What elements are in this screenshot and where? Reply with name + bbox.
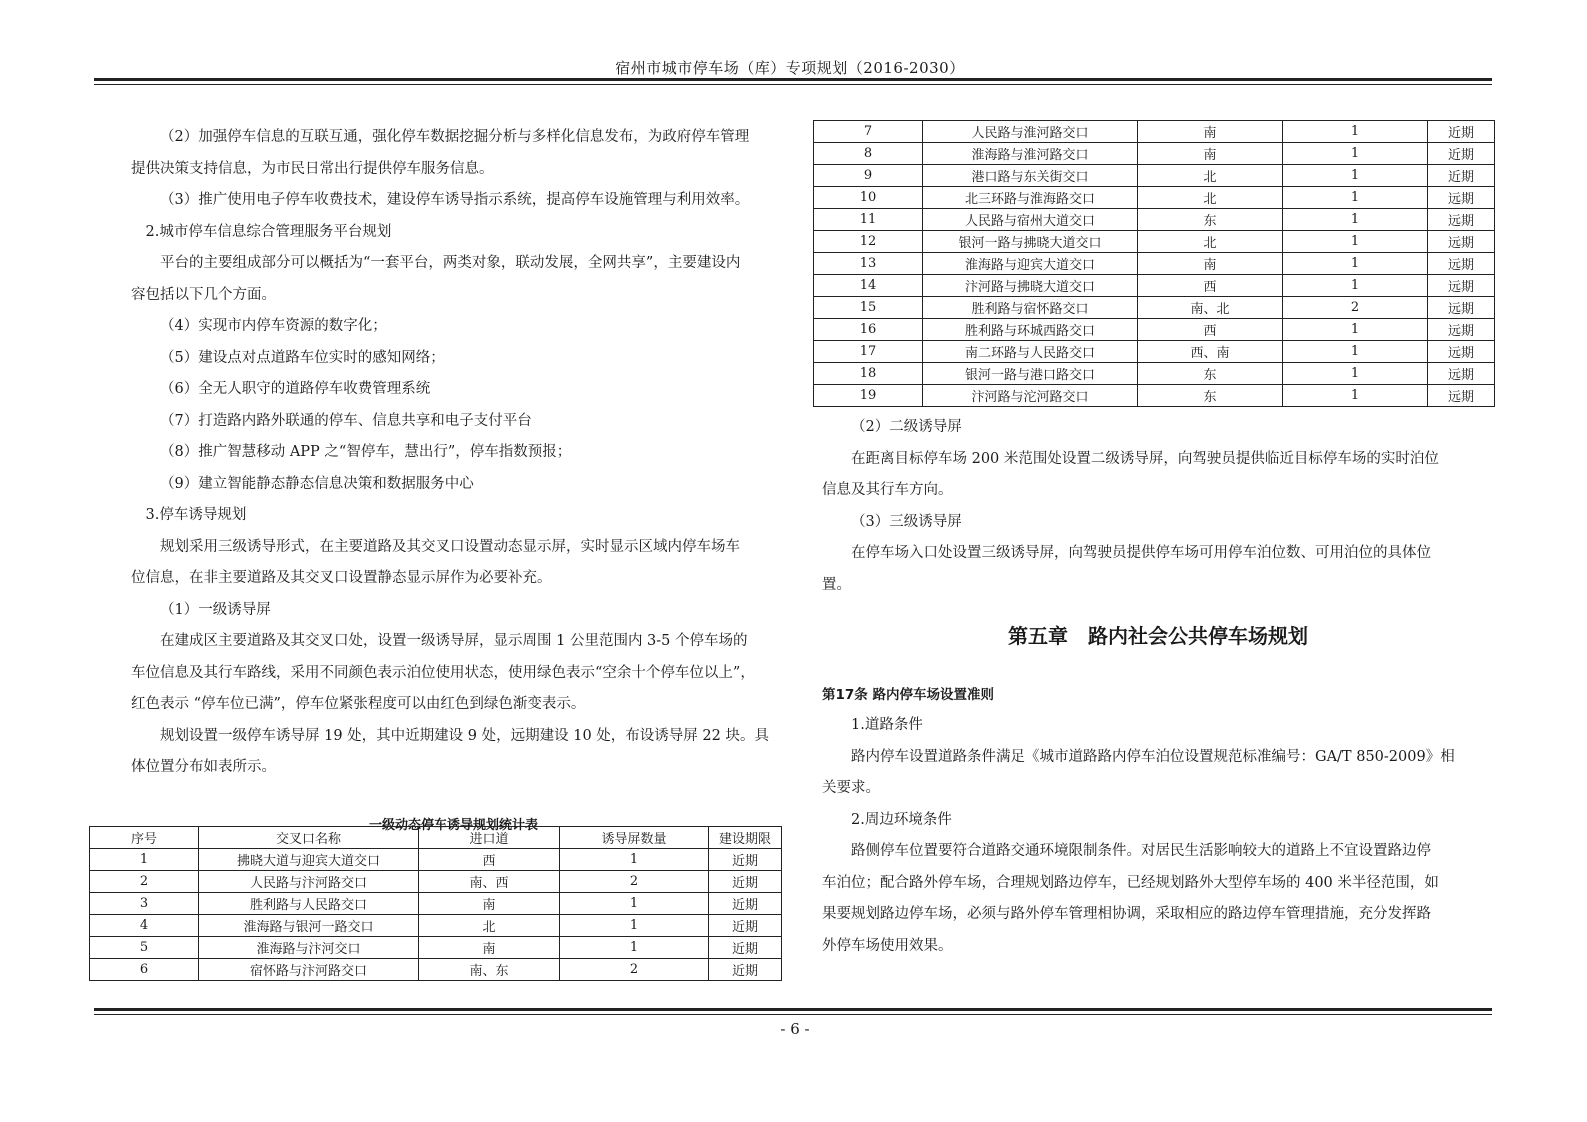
cell-index: 4 xyxy=(90,915,199,937)
cell-screen-count: 1 xyxy=(1283,187,1428,209)
table-row xyxy=(814,187,1495,209)
paragraph-line: 3.停车诱导规划 xyxy=(145,507,247,523)
paragraph-line: （6）全无人职守的道路停车收费管理系统 xyxy=(160,381,431,397)
paragraph-line: 提供决策支持信息，为市民日常出行提供停车服务信息。 xyxy=(131,160,494,177)
cell-approach: 北 xyxy=(419,915,560,937)
table-caption: 一级动态停车诱导规划统计表 xyxy=(368,818,538,833)
cell-intersection: 人民路与汴河路交口 xyxy=(199,871,419,893)
paragraph-line: 规划设置一级停车诱导屏 19 处，其中近期建设 9 处，远期建设 10 处，布设诱导屏 22 块。具 xyxy=(160,727,769,744)
cell-phase: 远期 xyxy=(1428,385,1495,407)
cell-approach: 南 xyxy=(1138,253,1283,275)
cell-approach: 东 xyxy=(1138,363,1283,385)
paragraph-line: 车位信息及其行车路线，采用不同颜色表示泊位使用状态，使用绿色表示“空余十个停车位以上”， xyxy=(131,664,755,681)
cell-index: 11 xyxy=(814,209,923,231)
paragraph-line: 在建成区主要道路及其交叉口处，设置一级诱导屏，显示周围 1 公里范围内 3-5 个停车场的 xyxy=(160,633,748,649)
cell-index: 10 xyxy=(814,187,923,209)
cell-phase: 近期 xyxy=(1428,121,1495,143)
cell-intersection: 宿怀路与汴河路交口 xyxy=(199,959,419,981)
header-rule-thick xyxy=(94,78,1492,81)
col-header-phase: 建设期限 xyxy=(709,827,782,849)
guidance-table-part1 xyxy=(89,826,782,981)
cell-phase: 近期 xyxy=(709,959,782,981)
paragraph-line: 关要求。 xyxy=(822,780,880,796)
paragraph-line: （9）建立智能静态静态信息决策和数据服务中心 xyxy=(160,475,474,492)
cell-index: 2 xyxy=(90,871,199,893)
cell-intersection: 淮海路与汴河交口 xyxy=(199,937,419,959)
cell-screen-count: 1 xyxy=(560,893,709,915)
cell-approach: 北 xyxy=(1138,187,1283,209)
cell-index: 8 xyxy=(814,143,923,165)
cell-index: 6 xyxy=(90,959,199,981)
cell-intersection: 汴河路与拂晓大道交口 xyxy=(923,275,1138,297)
cell-phase: 远期 xyxy=(1428,231,1495,253)
cell-intersection: 胜利路与人民路交口 xyxy=(199,893,419,915)
cell-approach: 南 xyxy=(1138,143,1283,165)
cell-phase: 远期 xyxy=(1428,187,1495,209)
cell-index: 3 xyxy=(90,893,199,915)
paragraph-line: 置。 xyxy=(822,576,851,593)
right-column-b xyxy=(822,710,1494,962)
table-row xyxy=(90,937,782,959)
cell-screen-count: 1 xyxy=(1283,165,1428,187)
cell-intersection: 汴河路与沱河路交口 xyxy=(923,385,1138,407)
page-header-title: 宿州市城市停车场（库）专项规划（2016-2030） xyxy=(615,59,965,77)
table-row xyxy=(90,849,782,871)
table-row xyxy=(814,341,1495,363)
table-row xyxy=(90,871,782,893)
cell-phase: 近期 xyxy=(709,937,782,959)
footer-rule-thin xyxy=(94,1014,1492,1015)
cell-phase: 近期 xyxy=(709,849,782,871)
cell-intersection: 淮海路与迎宾大道交口 xyxy=(923,253,1138,275)
col-header-screen-count: 诱导屏数量 xyxy=(560,827,709,849)
cell-phase: 近期 xyxy=(709,915,782,937)
paragraph-line: 外停车场使用效果。 xyxy=(822,937,953,954)
cell-approach: 南、北 xyxy=(1138,297,1283,319)
table-row xyxy=(814,165,1495,187)
cell-approach: 南 xyxy=(1138,121,1283,143)
cell-intersection: 南二环路与人民路交口 xyxy=(923,341,1138,363)
paragraph-line: 路内停车设置道路条件满足《城市道路路内停车泊位设置规范标准编号：GA/T 850-2009》相 xyxy=(851,748,1455,765)
cell-approach: 西 xyxy=(419,849,560,871)
cell-intersection: 北三环路与淮海路交口 xyxy=(923,187,1138,209)
paragraph-line: 平台的主要组成部分可以概括为“一套平台，两类对象，联动发展，全网共享”，主要建设内 xyxy=(160,255,741,271)
guidance-table-part2 xyxy=(813,120,1495,407)
table-row xyxy=(814,209,1495,231)
paragraph-line: （5）建设点对点道路车位实时的感知网络； xyxy=(160,349,445,366)
cell-index: 18 xyxy=(814,363,923,385)
cell-index: 17 xyxy=(814,341,923,363)
left-column xyxy=(131,122,776,784)
table-row xyxy=(90,893,782,915)
cell-screen-count: 1 xyxy=(1283,231,1428,253)
cell-phase: 远期 xyxy=(1428,319,1495,341)
table-row xyxy=(814,121,1495,143)
table-row xyxy=(814,253,1495,275)
paragraph-line: （3）推广使用电子停车收费技术，建设停车诱导指示系统，提高停车设施管理与利用效率。 xyxy=(160,192,750,208)
paragraph-line: 果要规划路边停车场，必须与路外停车管理相协调，采取相应的路边停车管理措施，充分发挥路 xyxy=(822,906,1431,922)
cell-screen-count: 1 xyxy=(1283,319,1428,341)
footer-rule-thick xyxy=(94,1008,1492,1011)
cell-screen-count: 1 xyxy=(1283,253,1428,275)
cell-index: 19 xyxy=(814,385,923,407)
cell-approach: 东 xyxy=(1138,385,1283,407)
paragraph-line: 2.周边环境条件 xyxy=(851,811,952,828)
cell-screen-count: 1 xyxy=(560,937,709,959)
cell-approach: 北 xyxy=(1138,165,1283,187)
cell-intersection: 淮海路与银河一路交口 xyxy=(199,915,419,937)
cell-screen-count: 2 xyxy=(560,871,709,893)
cell-screen-count: 1 xyxy=(1283,275,1428,297)
cell-screen-count: 1 xyxy=(1283,363,1428,385)
cell-intersection: 人民路与淮河路交口 xyxy=(923,121,1138,143)
cell-approach: 南 xyxy=(419,893,560,915)
cell-phase: 远期 xyxy=(1428,209,1495,231)
paragraph-line: 体位置分布如表所示。 xyxy=(131,759,276,775)
paragraph-line: 信息及其行车方向。 xyxy=(822,482,953,498)
cell-approach: 东 xyxy=(1138,209,1283,231)
table-row xyxy=(814,231,1495,253)
paragraph-line: 在距离目标停车场 200 米范围处设置二级诱导屏，向驾驶员提供临近目标停车场的实时泊位 xyxy=(851,450,1439,467)
table-row xyxy=(814,319,1495,341)
article-title: 第17条 路内停车场设置准则 xyxy=(822,687,994,703)
cell-screen-count: 2 xyxy=(560,959,709,981)
table-row xyxy=(90,915,782,937)
table-row xyxy=(814,385,1495,407)
cell-approach: 南 xyxy=(419,937,560,959)
table-row xyxy=(90,959,782,981)
cell-intersection: 银河一路与港口路交口 xyxy=(923,363,1138,385)
cell-screen-count: 2 xyxy=(1283,297,1428,319)
cell-screen-count: 1 xyxy=(1283,121,1428,143)
cell-index: 14 xyxy=(814,275,923,297)
paragraph-line: 路侧停车位置要符合道路交通环境限制条件。对居民生活影响较大的道路上不宜设置路边停 xyxy=(851,843,1431,859)
cell-phase: 远期 xyxy=(1428,297,1495,319)
cell-screen-count: 1 xyxy=(560,915,709,937)
cell-intersection: 银河一路与拂晓大道交口 xyxy=(923,231,1138,253)
cell-screen-count: 1 xyxy=(1283,341,1428,363)
cell-phase: 近期 xyxy=(709,871,782,893)
col-header-intersection: 交叉口名称 xyxy=(199,827,419,849)
cell-intersection: 人民路与宿州大道交口 xyxy=(923,209,1138,231)
cell-phase: 远期 xyxy=(1428,363,1495,385)
chapter-title: 第五章 路内社会公共停车场规划 xyxy=(1008,624,1308,648)
cell-phase: 远期 xyxy=(1428,275,1495,297)
table-row xyxy=(814,297,1495,319)
paragraph-line: （2）加强停车信息的互联互通，强化停车数据挖掘分析与多样化信息发布，为政府停车管理 xyxy=(160,129,750,145)
cell-phase: 近期 xyxy=(1428,143,1495,165)
cell-intersection: 拂晓大道与迎宾大道交口 xyxy=(199,849,419,871)
cell-intersection: 淮海路与淮河路交口 xyxy=(923,143,1138,165)
cell-screen-count: 1 xyxy=(1283,385,1428,407)
paragraph-line: 红色表示 “停车位已满”，停车位紧张程度可以由红色到绿色渐变表示。 xyxy=(131,696,586,712)
paragraph-line: 容包括以下几个方面。 xyxy=(131,286,276,303)
paragraph-line: （4）实现市内停车资源的数字化； xyxy=(160,318,387,334)
cell-index: 15 xyxy=(814,297,923,319)
table-row xyxy=(814,143,1495,165)
col-header-index: 序号 xyxy=(90,827,199,849)
col-header-approach: 进口道 xyxy=(419,827,560,849)
cell-index: 5 xyxy=(90,937,199,959)
cell-phase: 近期 xyxy=(1428,165,1495,187)
cell-approach: 西、南 xyxy=(1138,341,1283,363)
cell-approach: 南、东 xyxy=(419,959,560,981)
paragraph-line: （2）二级诱导屏 xyxy=(851,419,962,435)
paragraph-line: （3）三级诱导屏 xyxy=(851,513,962,530)
cell-index: 13 xyxy=(814,253,923,275)
cell-index: 12 xyxy=(814,231,923,253)
paragraph-line: 车泊位；配合路外停车场，合理规划路边停车，已经规划路外大型停车场的 400 米半径范围，如 xyxy=(822,874,1439,891)
cell-approach: 北 xyxy=(1138,231,1283,253)
paragraph-line: 规划采用三级诱导形式，在主要道路及其交叉口设置动态显示屏，实时显示区域内停车场车 xyxy=(160,538,740,555)
cell-intersection: 港口路与东关街交口 xyxy=(923,165,1138,187)
paragraph-line: 1.道路条件 xyxy=(851,717,923,733)
table-row xyxy=(814,363,1495,385)
table-row xyxy=(814,275,1495,297)
paragraph-line: 2.城市停车信息综合管理服务平台规划 xyxy=(145,223,392,240)
paragraph-line: 位信息，在非主要道路及其交叉口设置静态显示屏作为必要补充。 xyxy=(131,570,552,586)
cell-approach: 西 xyxy=(1138,275,1283,297)
page-number: - 6 - xyxy=(780,1020,810,1038)
paragraph-line: 在停车场入口处设置三级诱导屏，向驾驶员提供停车场可用停车泊位数、可用泊位的具体位 xyxy=(851,545,1431,561)
cell-index: 1 xyxy=(90,849,199,871)
cell-intersection: 胜利路与环城西路交口 xyxy=(923,319,1138,341)
cell-approach: 西 xyxy=(1138,319,1283,341)
cell-phase: 近期 xyxy=(709,893,782,915)
cell-screen-count: 1 xyxy=(560,849,709,871)
header-rule-thin xyxy=(94,84,1492,85)
cell-intersection: 胜利路与宿怀路交口 xyxy=(923,297,1138,319)
cell-index: 9 xyxy=(814,165,923,187)
cell-approach: 南、西 xyxy=(419,871,560,893)
cell-screen-count: 1 xyxy=(1283,143,1428,165)
right-column-a xyxy=(822,412,1494,601)
cell-index: 7 xyxy=(814,121,923,143)
paragraph-line: （8）推广智慧移动 APP 之“智停车，慧出行”，停车指数预报； xyxy=(160,444,572,460)
cell-screen-count: 1 xyxy=(1283,209,1428,231)
table-header-row xyxy=(90,827,782,849)
cell-phase: 远期 xyxy=(1428,341,1495,363)
paragraph-line: （7）打造路内路外联通的停车、信息共享和电子支付平台 xyxy=(160,412,532,429)
cell-index: 16 xyxy=(814,319,923,341)
cell-phase: 远期 xyxy=(1428,253,1495,275)
paragraph-line: （1）一级诱导屏 xyxy=(160,601,271,618)
